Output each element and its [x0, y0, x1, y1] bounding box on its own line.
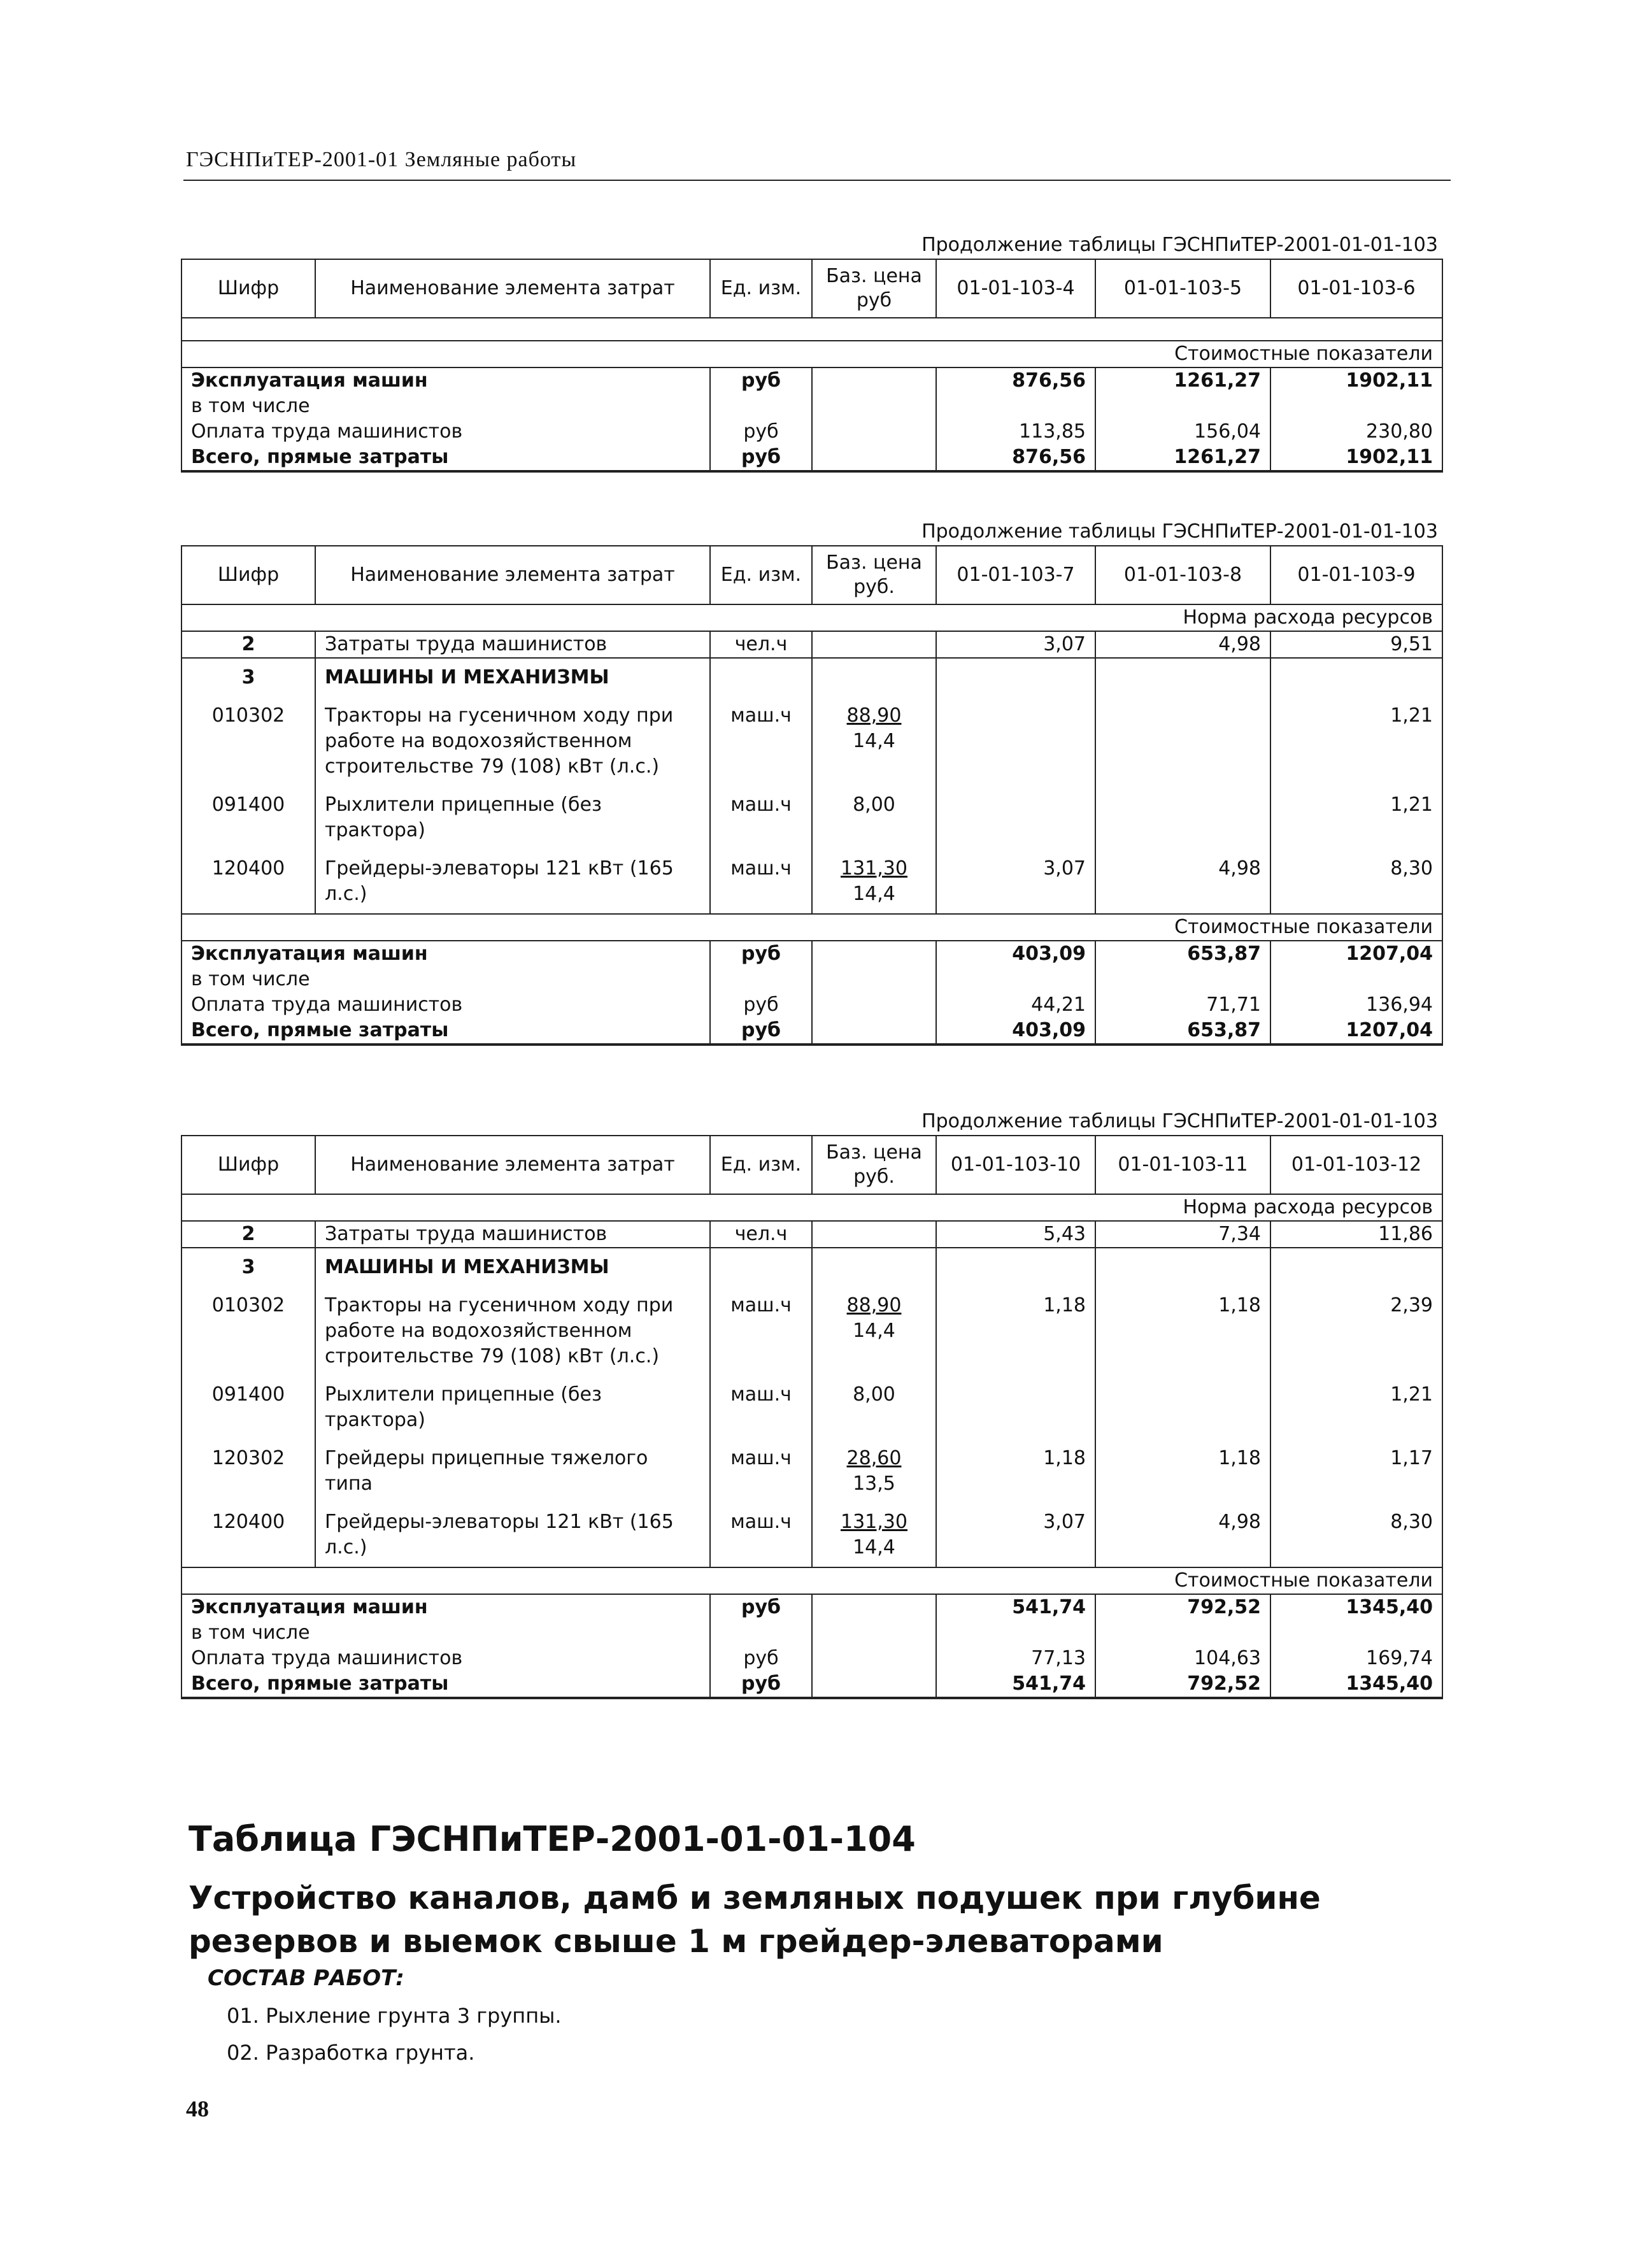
row-code: 3 [181, 658, 315, 697]
row-price [812, 941, 936, 967]
row-unit: руб [710, 445, 812, 471]
row-value: 2,39 [1270, 1287, 1442, 1376]
resource-table-1 [181, 259, 1443, 473]
base-price-wage: 13,5 [853, 1473, 895, 1495]
row-name: Рыхлители прицепные (без трактора) [315, 786, 710, 850]
row-value: 1,18 [936, 1287, 1095, 1376]
base-price: 88,90 [846, 1294, 902, 1316]
row-price [812, 367, 936, 394]
row-name: Оплата труда машинистов [181, 419, 710, 445]
row-value [1095, 658, 1270, 697]
row-price [812, 419, 936, 445]
row-code: 091400 [181, 1376, 315, 1439]
row-unit: маш.ч [710, 1287, 812, 1376]
row-unit: маш.ч [710, 1503, 812, 1567]
header-cell: Баз. цена руб [812, 259, 936, 318]
section-subtitle: Устройство каналов, дамб и земляных подушек при глубине резервов и выемок свыше 1 м грейдер-элеваторами [189, 1879, 1321, 1960]
page-number: 48 [186, 2096, 209, 2122]
header-cell: Шифр [181, 1136, 315, 1194]
row-unit: маш.ч [710, 1376, 812, 1439]
header-cell: 01-01-103-9 [1270, 546, 1442, 604]
row-name: Тракторы на гусеничном ходу при работе на водохозяйственном строительстве 79 (108) кВт (л.с.) [315, 697, 710, 786]
header-cell: 01-01-103-7 [936, 546, 1095, 604]
row-value [1270, 658, 1442, 697]
row-code: 3 [181, 1248, 315, 1287]
running-header: ГЭСНПиТЕР-2001-01 Земляные работы [186, 148, 577, 171]
row-price [812, 631, 936, 658]
row-value [1270, 967, 1442, 992]
header-cell: Ед. изм. [710, 259, 812, 318]
row-value: 1,21 [1270, 786, 1442, 850]
row-unit [710, 394, 812, 419]
header-cell: Баз. цена руб. [812, 1136, 936, 1194]
base-price-wage: 14,4 [853, 1536, 895, 1558]
header-cell: Ед. изм. [710, 546, 812, 604]
resource-table-3 [181, 1135, 1443, 1699]
row-value: 792,52 [1095, 1671, 1270, 1698]
row-price [812, 1594, 936, 1620]
row-name: в том числе [181, 394, 710, 419]
row-price [812, 1646, 936, 1671]
row-value: 104,63 [1095, 1646, 1270, 1671]
row-unit [710, 1248, 812, 1287]
table-block-1 [181, 232, 1442, 473]
row-value: 8,30 [1270, 850, 1442, 914]
row-price [812, 697, 936, 786]
base-price: 131,30 [841, 1511, 907, 1533]
section-row [181, 1567, 1442, 1594]
row-value: 4,98 [1095, 631, 1270, 658]
row-unit: маш.ч [710, 697, 812, 786]
row-value [936, 1620, 1095, 1646]
table-row [181, 631, 1442, 658]
row-value: 1,21 [1270, 1376, 1442, 1439]
table-row [181, 445, 1442, 471]
row-unit [710, 658, 812, 697]
table-block-2 [181, 518, 1442, 1046]
row-code: 010302 [181, 697, 315, 786]
section-label: Стоимостные показатели [181, 1567, 1442, 1594]
row-value: 403,09 [936, 941, 1095, 967]
table-row [181, 394, 1442, 419]
row-value: 9,51 [1270, 631, 1442, 658]
row-price [812, 394, 936, 419]
row-value: 1261,27 [1095, 367, 1270, 394]
row-name: МАШИНЫ И МЕХАНИЗМЫ [315, 1248, 710, 1287]
row-code: 010302 [181, 1287, 315, 1376]
table-row [181, 367, 1442, 394]
section-label: Стоимостные показатели [181, 341, 1442, 367]
header-cell: Наименование элемента затрат [315, 259, 710, 318]
table-row [181, 1248, 1442, 1287]
row-name: Затраты труда машинистов [315, 631, 710, 658]
table-row [181, 786, 1442, 850]
row-value: 1207,04 [1270, 1018, 1442, 1045]
row-price [812, 1248, 936, 1287]
row-value [1095, 1620, 1270, 1646]
row-value: 1,18 [1095, 1439, 1270, 1503]
table-header-row [181, 259, 1442, 318]
header-cell: Шифр [181, 259, 315, 318]
row-value: 1345,40 [1270, 1594, 1442, 1620]
row-name: Эксплуатация машин [181, 1594, 710, 1620]
header-cell: 01-01-103-4 [936, 259, 1095, 318]
header-cell: 01-01-103-10 [936, 1136, 1095, 1194]
row-value: 1,17 [1270, 1439, 1442, 1503]
row-name: Грейдеры прицепные тяжелого типа [315, 1439, 710, 1503]
section-label: Стоимостные показатели [181, 914, 1442, 941]
table-row [181, 658, 1442, 697]
row-value: 1207,04 [1270, 941, 1442, 967]
section-row [181, 604, 1442, 631]
row-price [812, 658, 936, 697]
header-rule [183, 180, 1451, 181]
row-value: 11,86 [1270, 1221, 1442, 1248]
row-value: 169,74 [1270, 1646, 1442, 1671]
row-value [936, 786, 1095, 850]
base-price: 88,90 [846, 704, 902, 727]
table-row [181, 1503, 1442, 1567]
row-name: Всего, прямые затраты [181, 1018, 710, 1045]
row-value: 876,56 [936, 445, 1095, 471]
row-name: Рыхлители прицепные (без трактора) [315, 1376, 710, 1439]
row-name: Эксплуатация машин [181, 941, 710, 967]
section-label: Норма расхода ресурсов [181, 1194, 1442, 1221]
row-value: 1,21 [1270, 697, 1442, 786]
row-value: 136,94 [1270, 992, 1442, 1018]
row-value: 653,87 [1095, 941, 1270, 967]
row-price [812, 992, 936, 1018]
row-unit: маш.ч [710, 786, 812, 850]
section-title: Таблица ГЭСНПиТЕР-2001-01-01-104 [189, 1819, 916, 1859]
row-code: 2 [181, 1221, 315, 1248]
row-price [812, 1018, 936, 1045]
row-code: 2 [181, 631, 315, 658]
row-value: 71,71 [1095, 992, 1270, 1018]
section-row [181, 341, 1442, 367]
row-price [812, 1439, 936, 1503]
base-price-wage: 14,4 [853, 1320, 895, 1342]
row-value: 4,98 [1095, 850, 1270, 914]
row-unit: руб [710, 1671, 812, 1698]
row-value: 44,21 [936, 992, 1095, 1018]
table-header-row [181, 1136, 1442, 1194]
table-block-3 [181, 1108, 1442, 1699]
row-value [1270, 1620, 1442, 1646]
row-value [1095, 967, 1270, 992]
table-row [181, 419, 1442, 445]
section-label: Норма расхода ресурсов [181, 604, 1442, 631]
row-price [812, 445, 936, 471]
section-row [181, 1194, 1442, 1221]
row-name: МАШИНЫ И МЕХАНИЗМЫ [315, 658, 710, 697]
row-value [936, 967, 1095, 992]
table-row [181, 1287, 1442, 1376]
table-row [181, 992, 1442, 1018]
row-code: 120400 [181, 1503, 315, 1567]
row-code: 120302 [181, 1439, 315, 1503]
continuation-caption: Продолжение таблицы ГЭСНПиТЕР-2001-01-01-103 [921, 234, 1438, 256]
row-code: 120400 [181, 850, 315, 914]
header-cell: Наименование элемента затрат [315, 1136, 710, 1194]
work-item: 02. Разработка грунта. [227, 2041, 475, 2065]
table-row [181, 697, 1442, 786]
row-unit: чел.ч [710, 631, 812, 658]
header-cell: Наименование элемента затрат [315, 546, 710, 604]
row-name: Всего, прямые затраты [181, 445, 710, 471]
table-row [181, 1439, 1442, 1503]
row-name: Оплата труда машинистов [181, 1646, 710, 1671]
header-cell: 01-01-103-12 [1270, 1136, 1442, 1194]
table-row [181, 1018, 1442, 1045]
work-composition-label: СОСТАВ РАБОТ: [208, 1965, 404, 1991]
row-value: 77,13 [936, 1646, 1095, 1671]
base-price: 131,30 [841, 857, 907, 880]
table-row [181, 1594, 1442, 1620]
header-cell: 01-01-103-6 [1270, 259, 1442, 318]
row-unit: руб [710, 367, 812, 394]
header-cell: Шифр [181, 546, 315, 604]
row-value: 3,07 [936, 1503, 1095, 1567]
row-unit: руб [710, 1594, 812, 1620]
row-value: 5,43 [936, 1221, 1095, 1248]
row-value: 4,98 [1095, 1503, 1270, 1567]
row-price [812, 1221, 936, 1248]
row-value [1095, 786, 1270, 850]
table-row [181, 850, 1442, 914]
row-value: 541,74 [936, 1594, 1095, 1620]
row-name: в том числе [181, 1620, 710, 1646]
row-value [1270, 1248, 1442, 1287]
header-cell: Ед. изм. [710, 1136, 812, 1194]
row-price: 8,00 [812, 1376, 936, 1439]
row-value: 876,56 [936, 367, 1095, 394]
row-value [1095, 1376, 1270, 1439]
row-value [936, 658, 1095, 697]
row-value: 541,74 [936, 1671, 1095, 1698]
row-name: Эксплуатация машин [181, 367, 710, 394]
row-value [1270, 394, 1442, 419]
row-name: Грейдеры-элеваторы 121 кВт (165 л.с.) [315, 850, 710, 914]
row-unit: руб [710, 1018, 812, 1045]
table-row [181, 1646, 1442, 1671]
row-value [1095, 697, 1270, 786]
header-cell: 01-01-103-5 [1095, 259, 1270, 318]
row-name: в том числе [181, 967, 710, 992]
row-value: 230,80 [1270, 419, 1442, 445]
row-unit: руб [710, 419, 812, 445]
resource-table-2 [181, 545, 1443, 1046]
continuation-caption: Продолжение таблицы ГЭСНПиТЕР-2001-01-01-103 [921, 520, 1438, 543]
row-unit: чел.ч [710, 1221, 812, 1248]
row-value [936, 1376, 1095, 1439]
row-name: Оплата труда машинистов [181, 992, 710, 1018]
row-value [936, 1248, 1095, 1287]
row-unit: руб [710, 1646, 812, 1671]
row-value: 1,18 [936, 1439, 1095, 1503]
base-price-wage: 14,4 [853, 730, 895, 752]
row-value: 1345,40 [1270, 1671, 1442, 1698]
table-row [181, 1221, 1442, 1248]
row-price [812, 967, 936, 992]
row-value: 653,87 [1095, 1018, 1270, 1045]
table-row [181, 1620, 1442, 1646]
row-value: 3,07 [936, 631, 1095, 658]
table-row [181, 941, 1442, 967]
table-row [181, 1376, 1442, 1439]
section-row [181, 914, 1442, 941]
row-value: 792,52 [1095, 1594, 1270, 1620]
row-name: Тракторы на гусеничном ходу при работе на водохозяйственном строительстве 79 (108) кВт (л.с.) [315, 1287, 710, 1376]
row-value: 1261,27 [1095, 445, 1270, 471]
row-value: 8,30 [1270, 1503, 1442, 1567]
continuation-caption: Продолжение таблицы ГЭСНПиТЕР-2001-01-01-103 [921, 1110, 1438, 1132]
row-value [936, 394, 1095, 419]
row-price [812, 1620, 936, 1646]
row-name: Всего, прямые затраты [181, 1671, 710, 1698]
row-value: 156,04 [1095, 419, 1270, 445]
row-value: 1,18 [1095, 1287, 1270, 1376]
row-value: 113,85 [936, 419, 1095, 445]
header-cell: 01-01-103-11 [1095, 1136, 1270, 1194]
header-cell: Баз. цена руб. [812, 546, 936, 604]
row-unit: руб [710, 992, 812, 1018]
row-unit [710, 1620, 812, 1646]
table-header-row [181, 546, 1442, 604]
row-name: Затраты труда машинистов [315, 1221, 710, 1248]
base-price-wage: 14,4 [853, 883, 895, 905]
row-unit: маш.ч [710, 850, 812, 914]
row-unit [710, 967, 812, 992]
row-value: 7,34 [1095, 1221, 1270, 1248]
row-price [812, 1671, 936, 1698]
row-price [812, 1287, 936, 1376]
base-price: 28,60 [846, 1447, 902, 1469]
row-unit: маш.ч [710, 1439, 812, 1503]
header-cell: 01-01-103-8 [1095, 546, 1270, 604]
row-price: 8,00 [812, 786, 936, 850]
row-value: 403,09 [936, 1018, 1095, 1045]
table-row [181, 967, 1442, 992]
row-price [812, 1503, 936, 1567]
row-value: 3,07 [936, 850, 1095, 914]
row-value [936, 697, 1095, 786]
row-unit: руб [710, 941, 812, 967]
row-value [1095, 394, 1270, 419]
row-value: 1902,11 [1270, 445, 1442, 471]
table-row [181, 1671, 1442, 1698]
row-value: 1902,11 [1270, 367, 1442, 394]
row-name: Грейдеры-элеваторы 121 кВт (165 л.с.) [315, 1503, 710, 1567]
work-item: 01. Рыхление грунта 3 группы. [227, 2004, 562, 2028]
row-value [1095, 1248, 1270, 1287]
row-price [812, 850, 936, 914]
row-code: 091400 [181, 786, 315, 850]
